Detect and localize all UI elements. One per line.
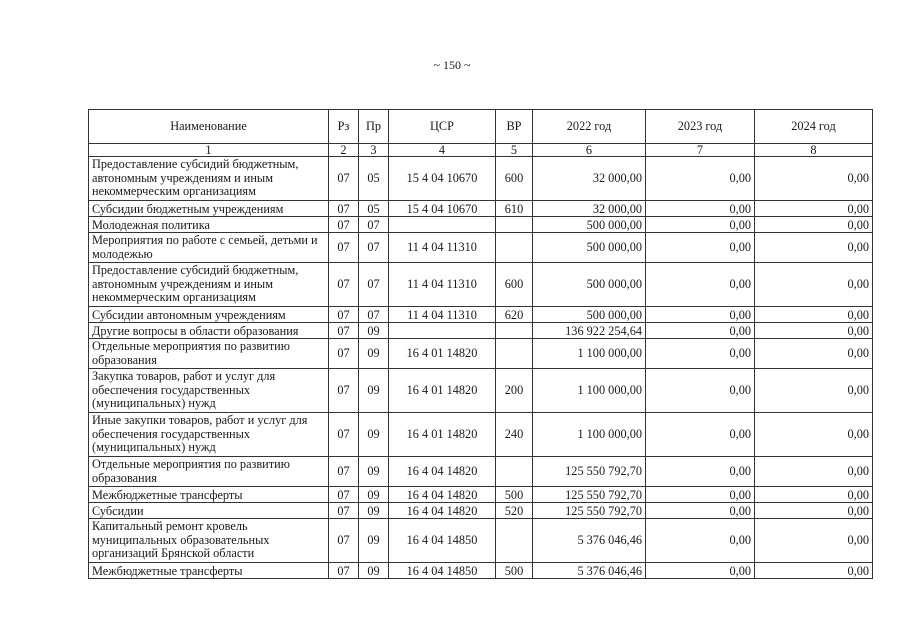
amount-2023-cell: 0,00 <box>646 323 755 339</box>
name-cell: Другие вопросы в области образования <box>89 323 329 339</box>
header-cell: 2023 год <box>646 110 755 144</box>
table-row <box>89 201 873 217</box>
page-number: ~ 150 ~ <box>433 58 471 72</box>
name-cell: Субсидии <box>89 503 329 519</box>
name-cell: Капитальный ремонт кровель муниципальных образовательных организаций Брянской области <box>89 519 329 563</box>
amount-2022-cell: 136 922 254,64 <box>533 323 646 339</box>
rz-cell: 07 <box>329 323 359 339</box>
rz-cell: 07 <box>329 201 359 217</box>
pr-cell: 09 <box>359 413 389 457</box>
csr-cell: 11 4 04 11310 <box>389 263 496 307</box>
amount-2024-cell: 0,00 <box>755 369 873 413</box>
vr-cell <box>496 339 533 369</box>
table-row <box>89 487 873 503</box>
amount-2023-cell: 0,00 <box>646 413 755 457</box>
amount-2023-cell: 0,00 <box>646 563 755 579</box>
amount-2024-cell: 0,00 <box>755 217 873 233</box>
table-row <box>89 457 873 487</box>
amount-2023-cell: 0,00 <box>646 217 755 233</box>
csr-cell: 16 4 04 14820 <box>389 457 496 487</box>
amount-2024-cell: 0,00 <box>755 201 873 217</box>
rz-cell: 07 <box>329 263 359 307</box>
rz-cell: 07 <box>329 519 359 563</box>
amount-2024-cell: 0,00 <box>755 307 873 323</box>
vr-cell: 200 <box>496 369 533 413</box>
name-cell: Межбюджетные трансферты <box>89 563 329 579</box>
amount-2024-cell: 0,00 <box>755 157 873 201</box>
amount-2022-cell: 32 000,00 <box>533 157 646 201</box>
pr-cell: 09 <box>359 563 389 579</box>
table-row <box>89 339 873 369</box>
pr-cell: 09 <box>359 503 389 519</box>
table-row <box>89 519 873 563</box>
column-number-cell: 4 <box>389 144 496 157</box>
name-cell: Субсидии бюджетным учреждениям <box>89 201 329 217</box>
rz-cell: 07 <box>329 233 359 263</box>
amount-2022-cell: 500 000,00 <box>533 263 646 307</box>
pr-cell: 07 <box>359 263 389 307</box>
table-row <box>89 323 873 339</box>
vr-cell <box>496 217 533 233</box>
amount-2022-cell: 1 100 000,00 <box>533 369 646 413</box>
csr-cell: 16 4 04 14850 <box>389 519 496 563</box>
csr-cell: 16 4 01 14820 <box>389 369 496 413</box>
vr-cell <box>496 323 533 339</box>
vr-cell <box>496 519 533 563</box>
csr-cell: 16 4 04 14850 <box>389 563 496 579</box>
amount-2022-cell: 500 000,00 <box>533 217 646 233</box>
name-cell: Мероприятия по работе с семьей, детьми и молодежью <box>89 233 329 263</box>
vr-cell: 520 <box>496 503 533 519</box>
table-row <box>89 413 873 457</box>
pr-cell: 07 <box>359 307 389 323</box>
table-row <box>89 217 873 233</box>
name-cell: Молодежная политика <box>89 217 329 233</box>
csr-cell: 15 4 04 10670 <box>389 201 496 217</box>
csr-cell: 11 4 04 11310 <box>389 233 496 263</box>
rz-cell: 07 <box>329 157 359 201</box>
amount-2023-cell: 0,00 <box>646 263 755 307</box>
pr-cell: 07 <box>359 217 389 233</box>
pr-cell: 07 <box>359 233 389 263</box>
amount-2022-cell: 5 376 046,46 <box>533 519 646 563</box>
header-cell: 2022 год <box>533 110 646 144</box>
header-cell: Наименование <box>89 110 329 144</box>
amount-2022-cell: 1 100 000,00 <box>533 413 646 457</box>
amount-2023-cell: 0,00 <box>646 369 755 413</box>
rz-cell: 07 <box>329 457 359 487</box>
name-cell: Отдельные мероприятия по развитию образования <box>89 339 329 369</box>
vr-cell: 600 <box>496 263 533 307</box>
table-row <box>89 563 873 579</box>
amount-2023-cell: 0,00 <box>646 503 755 519</box>
name-cell: Закупка товаров, работ и услуг для обеспечения государственных (муниципальных) нужд <box>89 369 329 413</box>
pr-cell: 05 <box>359 157 389 201</box>
amount-2024-cell: 0,00 <box>755 413 873 457</box>
vr-cell: 610 <box>496 201 533 217</box>
pr-cell: 09 <box>359 369 389 413</box>
vr-cell <box>496 233 533 263</box>
column-number-cell: 3 <box>359 144 389 157</box>
name-cell: Предоставление субсидий бюджетным, автономным учреждениям и иным некоммерческим организациям <box>89 263 329 307</box>
csr-cell: 16 4 04 14820 <box>389 503 496 519</box>
amount-2022-cell: 500 000,00 <box>533 233 646 263</box>
pr-cell: 09 <box>359 519 389 563</box>
csr-cell <box>389 323 496 339</box>
vr-cell: 500 <box>496 563 533 579</box>
amount-2024-cell: 0,00 <box>755 233 873 263</box>
header-cell: Пр <box>359 110 389 144</box>
table-body <box>89 144 873 579</box>
pr-cell: 09 <box>359 487 389 503</box>
amount-2024-cell: 0,00 <box>755 519 873 563</box>
vr-cell: 500 <box>496 487 533 503</box>
header-cell: ВР <box>496 110 533 144</box>
column-number-row <box>89 144 873 157</box>
amount-2024-cell: 0,00 <box>755 339 873 369</box>
amount-2022-cell: 125 550 792,70 <box>533 457 646 487</box>
csr-cell: 15 4 04 10670 <box>389 157 496 201</box>
csr-cell <box>389 217 496 233</box>
amount-2023-cell: 0,00 <box>646 307 755 323</box>
column-number-cell: 2 <box>329 144 359 157</box>
rz-cell: 07 <box>329 563 359 579</box>
amount-2022-cell: 125 550 792,70 <box>533 487 646 503</box>
pr-cell: 05 <box>359 201 389 217</box>
table-row <box>89 263 873 307</box>
name-cell: Отдельные мероприятия по развитию образования <box>89 457 329 487</box>
name-cell: Предоставление субсидий бюджетным, автономным учреждениям и иным некоммерческим организациям <box>89 157 329 201</box>
rz-cell: 07 <box>329 307 359 323</box>
column-number-cell: 1 <box>89 144 329 157</box>
vr-cell: 600 <box>496 157 533 201</box>
name-cell: Субсидии автономным учреждениям <box>89 307 329 323</box>
amount-2024-cell: 0,00 <box>755 263 873 307</box>
amount-2023-cell: 0,00 <box>646 339 755 369</box>
table-row <box>89 503 873 519</box>
vr-cell: 240 <box>496 413 533 457</box>
header-cell: ЦСР <box>389 110 496 144</box>
table-row <box>89 233 873 263</box>
budget-table <box>88 109 873 579</box>
column-number-cell: 6 <box>533 144 646 157</box>
rz-cell: 07 <box>329 217 359 233</box>
table-row <box>89 307 873 323</box>
amount-2022-cell: 5 376 046,46 <box>533 563 646 579</box>
amount-2022-cell: 500 000,00 <box>533 307 646 323</box>
column-number-cell: 8 <box>755 144 873 157</box>
amount-2023-cell: 0,00 <box>646 233 755 263</box>
amount-2024-cell: 0,00 <box>755 487 873 503</box>
amount-2022-cell: 1 100 000,00 <box>533 339 646 369</box>
amount-2023-cell: 0,00 <box>646 487 755 503</box>
table-row <box>89 369 873 413</box>
amount-2022-cell: 125 550 792,70 <box>533 503 646 519</box>
vr-cell <box>496 457 533 487</box>
csr-cell: 16 4 01 14820 <box>389 413 496 457</box>
table-row <box>89 157 873 201</box>
rz-cell: 07 <box>329 413 359 457</box>
amount-2022-cell: 32 000,00 <box>533 201 646 217</box>
name-cell: Межбюджетные трансферты <box>89 487 329 503</box>
pr-cell: 09 <box>359 339 389 369</box>
column-number-cell: 5 <box>496 144 533 157</box>
rz-cell: 07 <box>329 339 359 369</box>
csr-cell: 16 4 04 14820 <box>389 487 496 503</box>
amount-2024-cell: 0,00 <box>755 457 873 487</box>
csr-cell: 11 4 04 11310 <box>389 307 496 323</box>
vr-cell: 620 <box>496 307 533 323</box>
amount-2023-cell: 0,00 <box>646 457 755 487</box>
pr-cell: 09 <box>359 457 389 487</box>
rz-cell: 07 <box>329 503 359 519</box>
amount-2024-cell: 0,00 <box>755 503 873 519</box>
header-cell: Рз <box>329 110 359 144</box>
pr-cell: 09 <box>359 323 389 339</box>
amount-2024-cell: 0,00 <box>755 323 873 339</box>
amount-2023-cell: 0,00 <box>646 201 755 217</box>
amount-2023-cell: 0,00 <box>646 157 755 201</box>
rz-cell: 07 <box>329 487 359 503</box>
amount-2023-cell: 0,00 <box>646 519 755 563</box>
header-row <box>89 110 873 144</box>
name-cell: Иные закупки товаров, работ и услуг для обеспечения государственных (муниципальных) нужд <box>89 413 329 457</box>
header-cell: 2024 год <box>755 110 873 144</box>
column-number-cell: 7 <box>646 144 755 157</box>
rz-cell: 07 <box>329 369 359 413</box>
amount-2024-cell: 0,00 <box>755 563 873 579</box>
csr-cell: 16 4 01 14820 <box>389 339 496 369</box>
